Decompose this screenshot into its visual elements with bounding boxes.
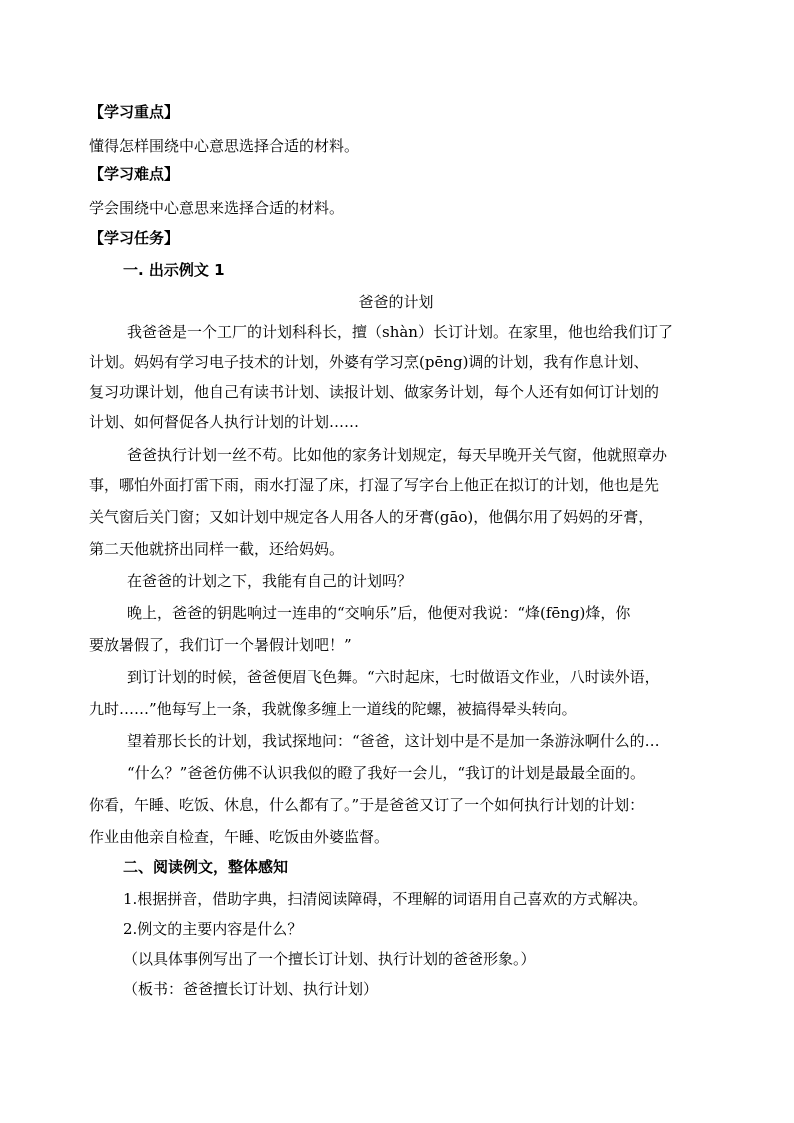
difficulty-heading: 【学习难点】 (89, 165, 180, 183)
paragraph-2-line-2: 事，哪怕外面打雷下雨，雨水打湿了床，打湿了写字台上他正在拟订的计划，他也是先 (89, 476, 660, 494)
paragraph-2-line-3: 关气窗后关门窗；又如计划中规定各人用各人的牙膏(gāo)，他偶尔用了妈妈的牙膏， (89, 508, 654, 526)
tasks-heading: 【学习任务】 (89, 229, 180, 247)
article-title: 爸爸的计划 (358, 293, 434, 311)
paragraph-1-line-3: 复习功课计划，他自己有读书计划、读报计划、做家务计划，每个人还有如何订计划的 (89, 383, 660, 401)
key-points-text: 懂得怎样围绕中心意思选择合适的材料。 (89, 137, 360, 155)
paragraph-2-line-1: 爸爸执行计划一丝不苟。比如他的家务计划规定，每天早晚开关气窗，他就照章办 (127, 446, 668, 464)
paragraph-2-line-4: 第二天他就挤出同样一截，还给妈妈。 (89, 540, 345, 558)
paragraph-3-line-1: 在爸爸的计划之下，我能有自己的计划吗？ (127, 572, 413, 590)
part-two-answer: （以具体事例写出了一个擅长订计划、执行计划的爸爸形象。） (123, 950, 536, 968)
paragraph-1-line-1: 我爸爸是一个工厂的计划科科长，擅（shàn）长订计划。在家里，他也给我们订了 (127, 323, 673, 341)
part-two-item-2: 2.例文的主要内容是什么？ (123, 920, 303, 938)
paragraph-7-line-3: 作业由他亲自检查，午睡、吃饭由外婆监督。 (89, 828, 390, 846)
paragraph-5-line-1: 到订计划的时候，爸爸便眉飞色舞。“六时起床，七时做语文作业，八时读外语， (127, 668, 660, 686)
key-points-heading: 【学习重点】 (89, 103, 180, 121)
part-two-heading: 二、阅读例文，整体感知 (123, 858, 289, 876)
part-two-item-1: 1.根据拼音，借助字典，扫清阅读障碍，不理解的词语用自己喜欢的方式解决。 (123, 890, 648, 908)
difficulty-text: 学会围绕中心意思来选择合适的材料。 (89, 199, 345, 217)
paragraph-4-line-2: 要放暑假了，我们订一个暑假计划吧！” (89, 636, 352, 654)
board-note: （板书：爸爸擅长订计划、执行计划） (123, 980, 379, 998)
paragraph-1-line-2: 计划。妈妈有学习电子技术的计划，外婆有学习烹(pēng)调的计划，我有作息计划、 (89, 353, 649, 371)
paragraph-6-line-1: 望着那长长的计划，我试探地问：“爸爸，这计划中是不是加一条游泳啊什么的… (127, 732, 660, 750)
paragraph-5-line-2: 九时……”他每写上一条，我就像多缠上一道线的陀螺，被搞得晕头转向。 (89, 700, 577, 718)
paragraph-7-line-2: 你看，午睡、吃饭、休息，什么都有了。”于是爸爸又订了一个如何执行计划的计划： (89, 796, 645, 814)
part-one-heading: 一. 出示例文 1 (123, 261, 225, 279)
paragraph-1-line-4: 计划、如何督促各人执行计划的计划…… (89, 413, 360, 431)
paragraph-7-line-1: “什么？”爸爸仿佛不认识我似的瞪了我好一会儿，“我订的计划是最最全面的。 (127, 764, 646, 782)
paragraph-4-line-1: 晚上，爸爸的钥匙响过一连串的“交响乐”后，他便对我说：“烽(fēng)烽，你 (127, 604, 631, 622)
